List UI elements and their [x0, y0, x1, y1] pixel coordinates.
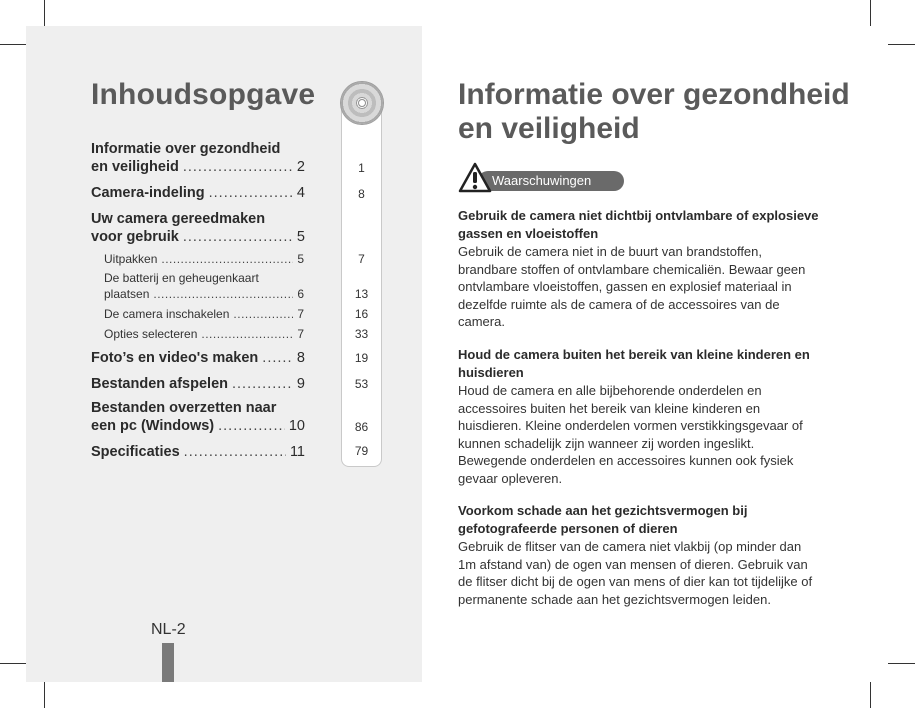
toc-subentry-label: Opties selecteren — [104, 327, 198, 341]
toc-entry-label: Bestanden overzetten naar — [91, 400, 277, 416]
section-title: Informatie over gezondheid en veiligheid — [458, 78, 850, 145]
toc-subentry-label: De batterij en geheugenkaart — [104, 271, 259, 285]
warning-heading: Houd de camera buiten het bereik van kleine kinderen en huisdieren — [458, 347, 810, 380]
toc-entry-camera-layout[interactable] — [91, 184, 305, 202]
warning-section-children — [458, 346, 820, 487]
toc-page-number: 6 — [297, 287, 304, 301]
tab-number: 16 — [354, 307, 369, 321]
warning-icon — [458, 162, 492, 194]
tab-number: 1 — [358, 161, 365, 175]
warning-label: Waarschuwingen — [492, 173, 592, 188]
toc-entry-prepare-camera[interactable] — [91, 210, 305, 246]
page-edge-tab — [162, 643, 174, 682]
warning-body: Gebruik de camera niet in de buurt van brandstoffen, brandbare stoffen of ontvlambare chemicaliën. Bewaar geen ontvlambare vloeistoffen, gassen en explosief materiaal in dezelfde ruimte als de camera of de accessoires van de camera. — [458, 244, 806, 329]
toc-page-number: 9 — [296, 376, 305, 392]
toc-entry-playback[interactable] — [91, 375, 305, 393]
tab-number: 33 — [354, 327, 369, 341]
toc-page-number: 5 — [296, 229, 305, 245]
warning-heading: Voorkom schade aan het gezichtsvermogen bij gefotografeerde personen of dieren — [458, 503, 748, 536]
page-number: NL-2 — [151, 621, 186, 638]
section-tab-strip — [341, 104, 382, 467]
toc-entry-label: Camera-indeling — [91, 185, 205, 201]
toc-page-number: 4 — [296, 185, 305, 201]
tab-number: 8 — [358, 187, 365, 201]
toc-subentry-power-on[interactable] — [104, 306, 304, 322]
warning-section-eyesight — [458, 502, 820, 608]
toc-entry-label: Uw camera gereedmaken — [91, 211, 266, 227]
toc-subentry-label: plaatsen — [104, 287, 150, 301]
warning-body: Houd de camera en alle bijbehorende onderdelen en accessoires buiten het bereik van kleine kinderen en huisdieren. Kleine onderdelen vormen verstikkingsgevaar of kunnen schadelijk zijn wanneer zij worden ingeslikt. Bewegende onderdelen en accessoires kunnen ook fysiek gevaar opleveren. — [458, 383, 803, 486]
tab-number: 7 — [358, 252, 365, 266]
toc-title: Inhoudsopgave — [91, 78, 316, 111]
warning-badge — [458, 162, 628, 194]
toc-subentry-select-options[interactable] — [104, 326, 304, 342]
tab-number: 79 — [354, 444, 369, 458]
toc-entry-label: Foto’s en video's maken — [91, 350, 259, 366]
toc-page-number: 8 — [296, 350, 305, 366]
toc-subentry-label: Uitpakken — [104, 252, 158, 266]
toc-page-number: 7 — [297, 307, 304, 321]
toc-page-number: 11 — [289, 444, 305, 460]
toc-entry-label: Informatie over gezondheid — [91, 141, 281, 157]
toc-entry-specifications[interactable] — [91, 443, 305, 461]
toc-subentry-unpacking[interactable] — [104, 251, 304, 267]
toc-page-number: 10 — [288, 418, 305, 434]
toc-entry-label: Specificaties — [91, 444, 180, 460]
warning-heading: Gebruik de camera niet dichtbij ontvlambare of explosieve gassen en vloeistoffen — [458, 208, 819, 241]
toc-entry-label: Bestanden afspelen — [91, 376, 228, 392]
tab-number: 86 — [354, 420, 369, 434]
disc-icon — [341, 82, 383, 124]
toc-subentry-label: De camera inschakelen — [104, 307, 230, 321]
toc-entry-transfer-files[interactable] — [91, 399, 305, 435]
toc-entry-label: en veiligheid — [91, 159, 179, 175]
toc-page-number: 2 — [296, 159, 305, 175]
toc-subentry-battery-card[interactable] — [104, 270, 304, 302]
tab-number: 13 — [354, 287, 369, 301]
toc-page-number: 5 — [297, 252, 304, 266]
toc-entry-shooting[interactable] — [91, 349, 305, 367]
warning-body: Gebruik de flitser van de camera niet vlakbij (op minder dan 1m afstand van) de ogen van mensen of dieren. Gebruik van de flitser dicht bij de ogen van mens of dier kan tot tijdelijke of permanente schade aan het gezichtsvermogen leiden. — [458, 539, 813, 607]
toc-entry-health-safety[interactable] — [91, 140, 305, 176]
tab-number: 53 — [354, 377, 369, 391]
toc-page-number: 7 — [297, 327, 304, 341]
toc-entry-label: een pc (Windows) — [91, 418, 215, 434]
warning-section-flammable — [458, 207, 820, 331]
tab-number: 19 — [354, 351, 369, 365]
toc-entry-label: voor gebruik — [91, 229, 179, 245]
